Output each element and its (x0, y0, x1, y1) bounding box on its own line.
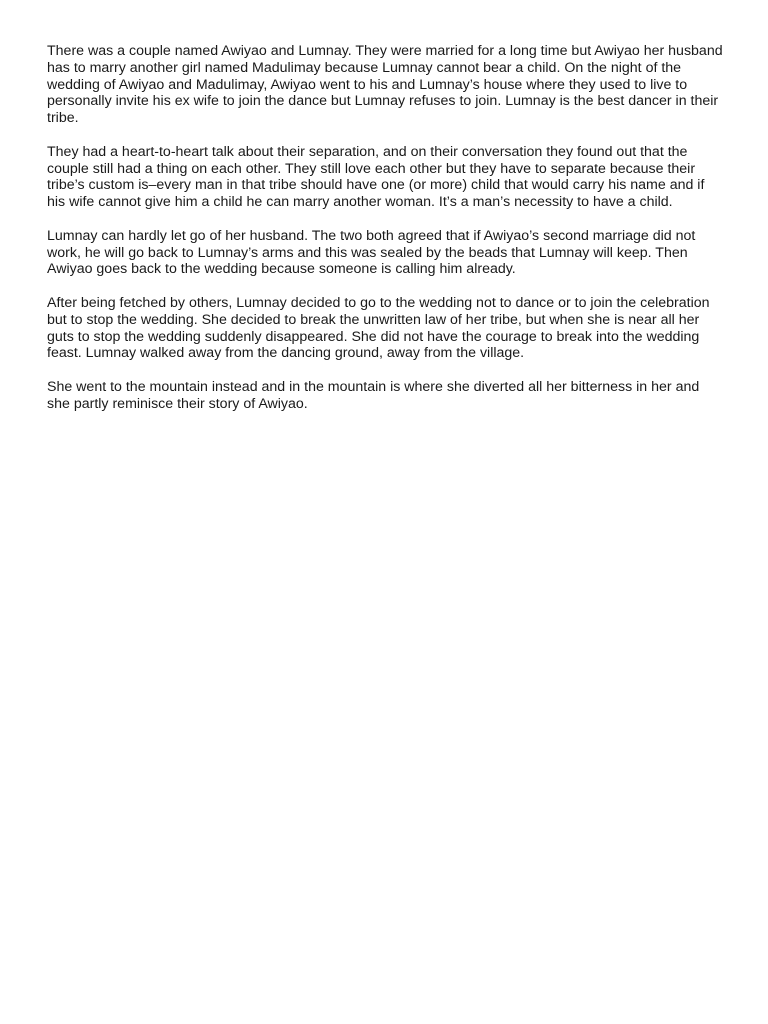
document-body (47, 43, 723, 429)
paragraph-2: They had a heart-to-heart talk about their separation, and on their conversation they found out that the couple still had a thing on each other. They still love each other but they have to separate because their tribe’s custom is–every man in that tribe should have one (or more) child that would carry his name and if his wife cannot give him a child he can marry another woman. It’s a man’s necessity to have a child. (47, 143, 705, 211)
paragraph-3: Lumnay can hardly let go of her husband. The two both agreed that if Awiyao’s second marriage did not work, he will go back to Lumnay’s arms and this was sealed by the beads that Lumnay will keep. Then Awiyao goes back to the wedding because someone is calling him already. (47, 227, 696, 278)
paragraph-5: She went to the mountain instead and in the mountain is where she diverted all her bitterness in her and she partly reminisce their story of Awiyao. (47, 378, 700, 412)
paragraph-1: There was a couple named Awiyao and Lumnay. They were married for a long time but Awiyao her husband has to marry another girl named Madulimay because Lumnay cannot bear a child. On the night of the wedding of Awiyao and Madulimay, Awiyao went to his and Lumnay’s house where they used to live to personally invite his ex wife to join the dance but Lumnay refuses to join. Lumnay is the best dancer in their tribe. (47, 43, 723, 127)
paragraph-4: After being fetched by others, Lumnay decided to go to the wedding not to dance or to join the celebration but to stop the wedding. She decided to break the unwritten law of her tribe, but when she is near all her guts to stop the wedding suddenly disappeared. She did not have the courage to break into the wedding feast. Lumnay walked away from the dancing ground, away from the village. (47, 294, 710, 362)
